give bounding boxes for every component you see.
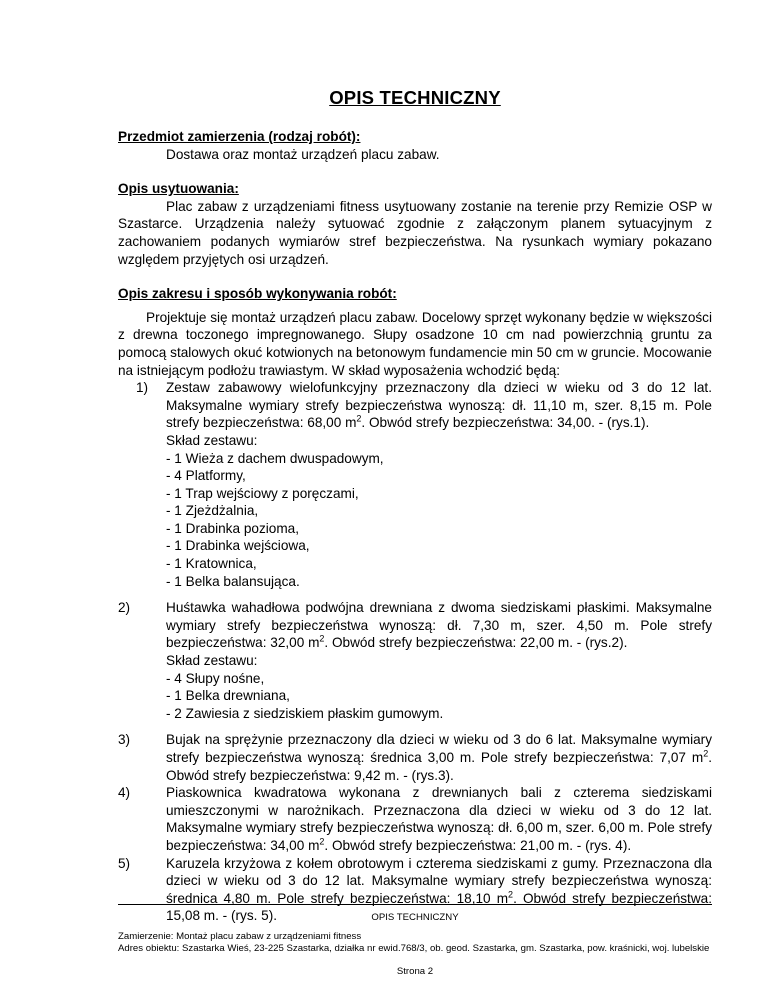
list-item	[118, 379, 712, 590]
composition-item: - 4 Słupy nośne,	[166, 670, 265, 686]
item-number: 5)	[118, 855, 131, 871]
subject-heading: Przedmiot zamierzenia (rodzaj robót):	[118, 129, 361, 144]
composition-item: - 1 Belka drewniana,	[166, 688, 290, 704]
scope-intro: Projektuje się montaż urządzeń placu zabaw. Docelowy sprzęt wykonany będzie w większości z drewna toczonego impregnowanego. Słupy osadzone 10 cm nad powierzchnią gruntu za pomocą stalowych okuć kotwionych na betonowym fundamencie min 50 cm w gruncie. Mocowanie na istniejącym podłożu trawiastym. W skład wyposażenia wchodzić będą:	[118, 309, 712, 378]
item-text: Huśtawka wahadłowa podwójna drewniana z dwoma siedziskami płaskimi. Maksymalne wymiary strefy bezpieczeństwa wynoszą: dł. 7,30 m, szer. 4,50 m. Pole strefy bezpieczeństwa: 32,00 m	[166, 600, 712, 651]
item-sup: 2	[319, 836, 325, 847]
location-heading: Opis usytuowania:	[118, 181, 239, 197]
item-text: Zestaw zabawowy wielofunkcyjny przeznaczony dla dzieci w wieku od 3 do 12 lat. Maksymalne wymiary strefy bezpieczeństwa wynoszą: dł. 11,10 m, szer. 8,15 m. Pole strefy bezpieczeństwa: 68,00 m	[166, 380, 712, 431]
composition-label: Skład zestawu:	[166, 653, 258, 669]
item-sup: 2	[356, 413, 362, 424]
item-text-after: . Obwód strefy bezpieczeństwa: 9,42 m. - (rys.3).	[166, 750, 712, 783]
item-text-after: . Obwód strefy bezpieczeństwa: 34,00. - (rys.1).	[361, 415, 650, 431]
item-text: Karuzela krzyżowa z kołem obrotowym i czterema siedziskami z gumy. Przeznaczona dla dzieci w wieku od 3 do 12 lat. Maksymalne wymiary strefy bezpieczeństwa wynoszą: średnica 4,80 m. Pole strefy bezpieczeństwa: 18,10 m	[166, 855, 712, 906]
composition-item: - 1 Trap wejściowy z poręczami,	[166, 485, 359, 501]
composition-label: Skład zestawu:	[166, 432, 258, 448]
composition-item: - 1 Zjeżdżalnia,	[166, 503, 259, 519]
document-title: OPIS TECHNICZNY	[329, 87, 501, 108]
footer-divider	[118, 904, 712, 905]
composition-item: - 1 Drabinka wejściowa,	[166, 538, 310, 554]
list-item	[118, 599, 712, 722]
item-text-after: . Obwód strefy bezpieczeństwa: 15,08 m. - (rys. 5).	[166, 890, 712, 924]
composition-item: - 1 Drabinka pozioma,	[166, 520, 299, 536]
item-number: 4)	[118, 785, 131, 801]
location-text: Plac zabaw z urządzeniami fitness usytuowany zostanie na terenie przy Remizie OSP w Szastarce. Urządzenia należy sytuować zgodnie z załączonym planem sytuacyjnym z zachowaniem podanych wymiarów stref bezpieczeństwa. Na rysunkach wymiary pokazano względem przyjętych osi urządzeń.	[118, 198, 712, 267]
scope-heading: Opis zakresu i sposób wykonywania robót:	[118, 286, 397, 302]
composition-item: - 1 Belka balansująca.	[166, 573, 300, 589]
composition-list	[166, 450, 712, 591]
document-body	[118, 128, 712, 925]
item-text-after: . Obwód strefy bezpieczeństwa: 22,00 m. - (rys.2).	[324, 635, 628, 651]
footer-title: OPIS TECHNICZNY	[371, 912, 459, 923]
composition-item: - 4 Platformy,	[166, 468, 246, 484]
item-sup: 2	[508, 889, 514, 900]
equipment-list	[118, 379, 712, 925]
footer-project: Zamierzenie: Montaż placu zabaw z urządzeniami fitness	[118, 931, 362, 942]
composition-list	[166, 670, 712, 723]
composition-item: - 1 Kratownica,	[166, 556, 257, 572]
list-item	[118, 784, 712, 854]
item-number: 2)	[118, 600, 131, 616]
list-item	[118, 731, 712, 784]
item-text: Piaskownica kwadratowa wykonana z drewnianych bali z czterema siedziskami umieszczonymi w narożnikach. Przeznaczona dla dzieci w wieku od 3 do 12 lat. Maksymalne wymiary strefy bezpieczeństwa wynoszą: dł. 6,00 m, szer. 6,00 m. Pole strefy bezpieczeństwa: 34,00 m	[166, 785, 712, 853]
subject-text: Dostawa oraz montaż urządzeń placu zabaw.	[166, 146, 440, 162]
footer-info	[118, 931, 712, 954]
composition-item: - 2 Zawiesia z siedziskiem płaskim gumowym.	[166, 705, 444, 721]
footer-address: Adres obiektu: Szastarka Wieś, 23-225 Szastarka, działka nr ewid.768/3, ob. geod. Szastarka, gm. Szastarka, pow. kraśnicki, woj. lubelskie	[118, 942, 710, 954]
item-number: 3)	[118, 732, 131, 748]
item-text-after: . Obwód strefy bezpieczeństwa: 21,00 m. - (rys. 4).	[324, 837, 632, 853]
item-sup: 2	[703, 748, 709, 759]
page-number: Strona 2	[396, 966, 434, 977]
composition-item: - 1 Wieża z dachem dwuspadowym,	[166, 450, 384, 466]
item-text: Bujak na sprężynie przeznaczony dla dzieci w wieku od 3 do 6 lat. Maksymalne wymiary strefy bezpieczeństwa wynoszą: średnica 3,00 m. Pole strefy bezpieczeństwa: 7,07 m	[166, 732, 712, 765]
item-sup: 2	[319, 633, 325, 644]
item-number: 1)	[136, 380, 149, 396]
